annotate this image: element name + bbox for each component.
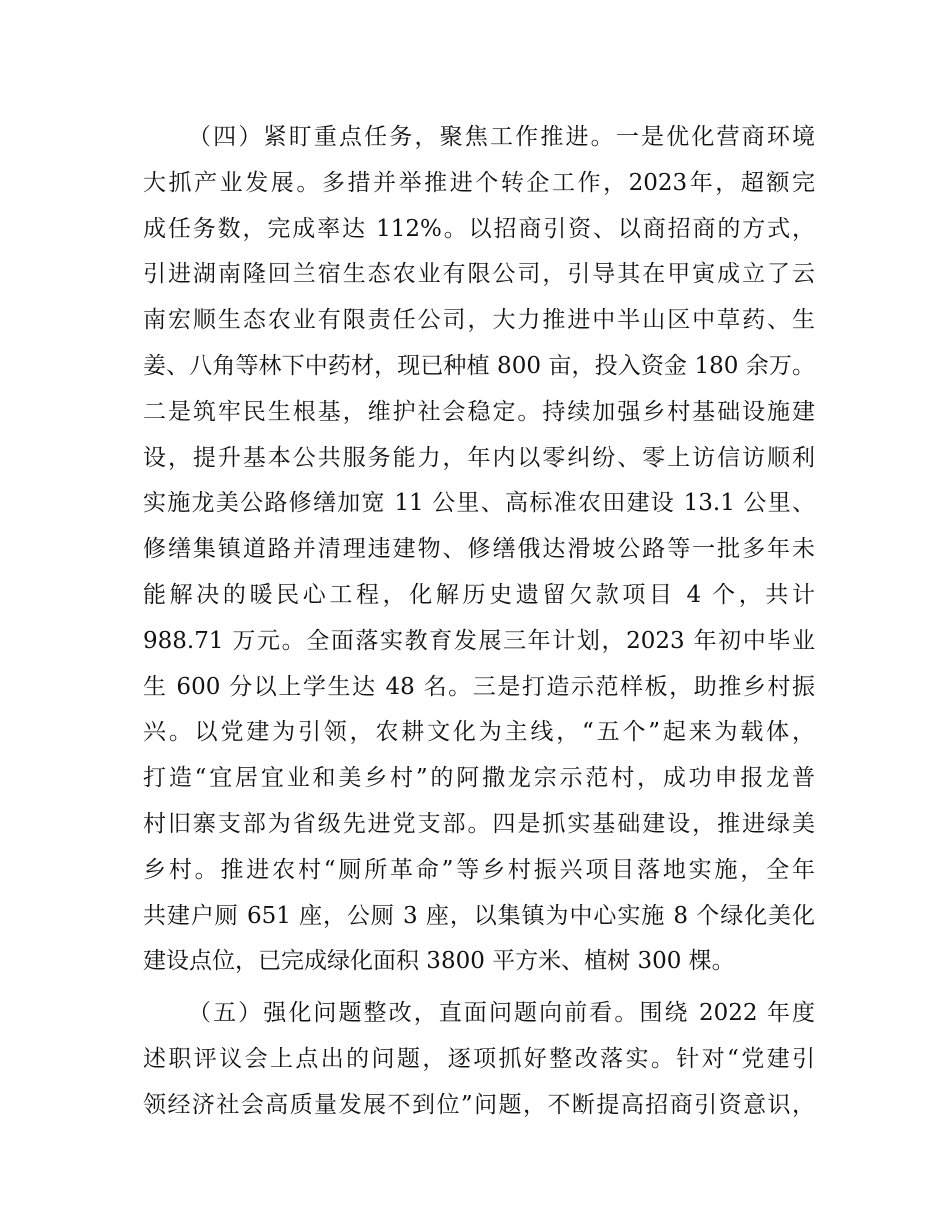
paragraph-4-line-1: （四）紧盯重点任务，聚焦工作推进。一是优化营商环境	[188, 124, 815, 150]
paragraph-4-line-10: 修缮集镇道路并清理违建物、修缮俄达滑坡公路等一批多年未	[143, 536, 815, 562]
paragraph-4-line-19: 建设点位，已完成绿化面积 3800 平方米、植树 300 棵。	[143, 948, 735, 974]
paragraph-4-line-12: 988.71 万元。全面落实教育发展三年计划，2023 年初中毕业	[143, 628, 815, 654]
paragraph-4-line-2: 大抓产业发展。多措并举推进个转企工作，2023年，超额完	[143, 170, 815, 196]
paragraph-4-line-4: 引进湖南隆回兰宿生态农业有限公司，引导其在甲寅成立了云	[143, 261, 815, 287]
paragraph-4-line-18: 共建户厕 651 座，公厕 3 座，以集镇为中心实施 8 个绿化美化	[143, 903, 815, 929]
paragraph-4-line-17: 乡村。推进农村“厕所革命”等乡村振兴项目落地实施，全年	[143, 857, 815, 883]
paragraph-5-line-2: 述职评议会上点出的问题，逐项抓好整改落实。针对“党建引	[143, 1046, 815, 1072]
paragraph-5-line-3: 领经济社会高质量发展不到位”问题，不断提高招商引资意识，	[143, 1092, 815, 1118]
paragraph-4-line-14: 兴。以党建为引领，农耕文化为主线，“五个”起来为载体，	[143, 719, 815, 745]
paragraph-4-line-11: 能解决的暖民心工程，化解历史遗留欠款项目 4 个，共计	[143, 582, 815, 608]
paragraph-4-line-8: 设，提升基本公共服务能力，年内以零纠纷、零上访信访顺利	[143, 445, 815, 471]
paragraph-4-line-16: 村旧寨支部为省级先进党支部。四是抓实基础建设，推进绿美	[143, 811, 815, 837]
paragraph-4-line-5: 南宏顺生态农业有限责任公司，大力推进中半山区中草药、生	[143, 307, 815, 333]
paragraph-4-line-7: 二是筑牢民生根基，维护社会稳定。持续加强乡村基础设施建	[143, 399, 815, 425]
paragraph-4-line-13: 生 600 分以上学生达 48 名。三是打造示范样板，助推乡村振	[143, 674, 815, 700]
paragraph-4-line-15: 打造“宜居宜业和美乡村”的阿撒龙宗示范村，成功申报龙普	[143, 765, 815, 791]
paragraph-4-line-9: 实施龙美公路修缮加宽 11 公里、高标准农田建设 13.1 公里、	[143, 490, 815, 516]
paragraph-4-line-6: 姜、八角等林下中药材，现已种植 800 亩，投入资金 180 余万。	[143, 353, 815, 379]
paragraph-4-line-3: 成任务数，完成率达 112%。以招商引资、以商招商的方式，	[143, 216, 815, 242]
paragraph-5-line-1: （五）强化问题整改，直面问题向前看。围绕 2022 年度	[188, 1000, 815, 1026]
